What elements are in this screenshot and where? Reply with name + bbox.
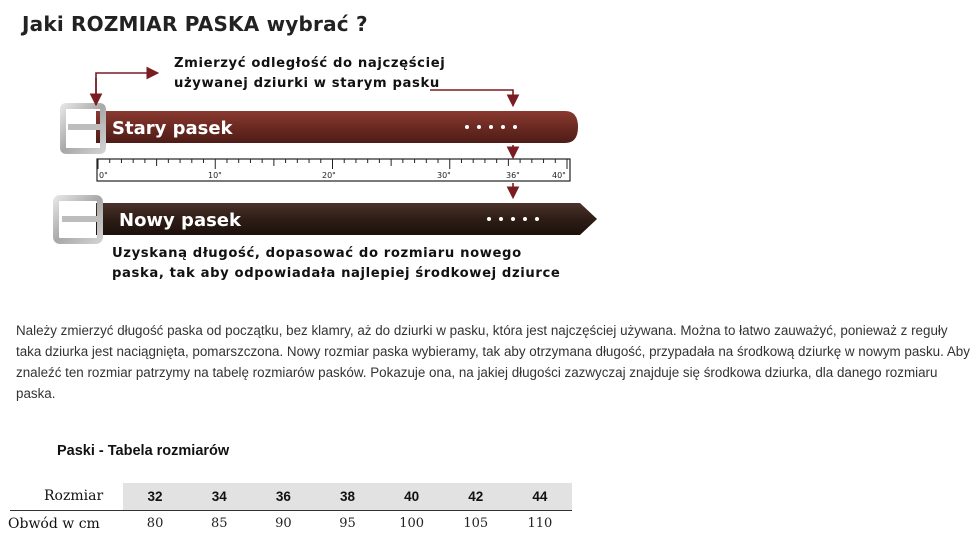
new-belt: [56, 198, 597, 241]
ruler-label-36: 36": [506, 171, 520, 180]
instruction-bottom-line-2: paska, tak aby odpowiadała najlepiej środkowej dziurce: [112, 266, 561, 281]
ruler-label-20: 20": [322, 171, 336, 180]
girth-row-label: Obwód w cm: [8, 516, 100, 532]
girth-cell: 80: [146, 516, 164, 531]
size-cell: 36: [275, 489, 291, 504]
instruction-top: [174, 54, 445, 94]
girth-cell: 110: [527, 516, 553, 531]
description-paragraph: Należy zmierzyć długość paska od początku, bez klamry, aż do dziurki w pasku, która jest najczęściej używana. Można to łatwo zauważyć, ponieważ z reguły taka dziurka jest naciągnięta, pomarszczona. Nowy rozmiar paska wybieramy, tak aby otrzymana długość, przypadała na środkową dziurkę w nowym pasku. Aby znaleźć ten rozmiar patrzymy na tabelę rozmiarów pasków. Pokazuje ona, na jakiej długości zazwyczaj znajduje się środkowa dziurka, dla danego rozmiaru paska.: [16, 323, 970, 401]
girth-cell: 85: [210, 516, 228, 531]
size-cell: 40: [404, 489, 420, 504]
girth-row: [123, 511, 572, 537]
old-belt-label: Stary pasek: [112, 118, 233, 139]
size-cell: 42: [468, 489, 484, 504]
ruler-label-10: 10": [208, 171, 222, 180]
old-belt: [63, 106, 578, 151]
girth-cell: 105: [463, 516, 489, 531]
girth-cell: 90: [275, 516, 292, 531]
ruler-label-40: 40": [552, 171, 566, 180]
instruction-top-line-2: używanej dziurki w starym pasku: [174, 76, 440, 91]
size-cell: 44: [532, 489, 548, 504]
size-cell: 38: [339, 489, 355, 504]
instruction-bottom: [112, 244, 560, 284]
ruler-label-30: 30": [437, 171, 451, 180]
table-title: Paski - Tabela rozmiarów: [57, 443, 230, 459]
size-cell: 32: [147, 489, 163, 504]
girth-cell: 95: [339, 516, 356, 531]
ruler-label-0: 0": [99, 171, 108, 180]
page-title: Jaki ROZMIAR PASKA wybrać ?: [22, 12, 368, 36]
arrow-left-icon: [96, 73, 156, 105]
instruction-top-line-1: Zmierzyć odległość do najczęściej: [174, 56, 446, 71]
new-belt-label: Nowy pasek: [119, 210, 241, 231]
ruler: [97, 159, 570, 181]
size-cell: 34: [211, 489, 227, 504]
size-row: [123, 484, 572, 510]
girth-cell: 100: [399, 516, 425, 531]
size-row-label: Rozmiar: [44, 488, 104, 504]
instruction-bottom-line-1: Uzyskaną długość, dopasować do rozmiaru nowego: [112, 246, 522, 261]
